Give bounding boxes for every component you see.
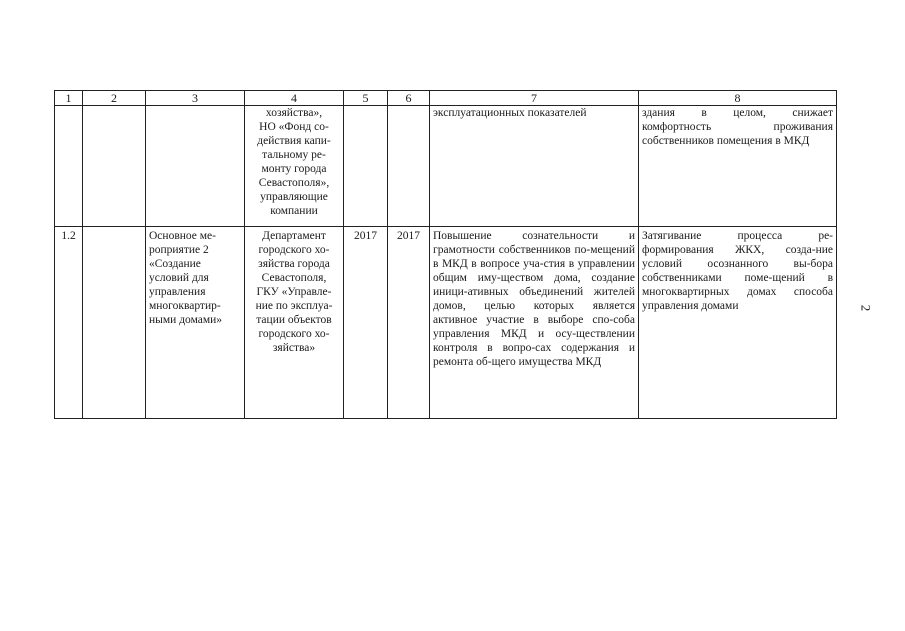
cell-responsible: хозяйства», НО «Фонд со- действия капи- тальному ре- монту города Севастополя», управляющие компании (245, 106, 344, 227)
header-row (55, 91, 837, 106)
cell-consequences: Затягивание процесса ре-формирования ЖКХ, созда-ние условий осознанного вы-бора собственниками поме-щений в многоквартирных домах способа управления домами (639, 227, 837, 419)
cell-start-year: 2017 (344, 227, 388, 419)
cell-consequences: здания в целом, снижает комфортность проживания собственников помещения в МКД (639, 106, 837, 227)
cell-activity: Основное ме- роприятие 2 «Создание условий для управления многоквартир- ными домами» (146, 227, 245, 419)
header-col-7: 7 (430, 91, 639, 106)
header-col-5: 5 (344, 91, 388, 106)
page-number: 2 (858, 304, 874, 312)
cell-number: 1.2 (55, 227, 83, 419)
cell-activity (146, 106, 245, 227)
cell-col-2 (83, 106, 146, 227)
header-col-2: 2 (83, 91, 146, 106)
cell-responsible: Департамент городского хо- зяйства города Севастополя, ГКУ «Управле- ние по эксплуа- тации объектов городского хо- зяйства» (245, 227, 344, 419)
cell-end-year (388, 106, 430, 227)
cell-expected-result: Повышение сознательности и грамотности собственников по-мещений в МКД в вопросе уча-стия в управлении общим иму-ществом дома, создание иници-ативных объединений жителей домов, целью которых является активное участие в выборе спо-соба управления МКД и осу-ществлении контроля в вопро-сах содержания и ремонта об-щего имущества МКД (430, 227, 639, 419)
cell-number (55, 106, 83, 227)
header-col-8: 8 (639, 91, 837, 106)
header-col-4: 4 (245, 91, 344, 106)
header-col-3: 3 (146, 91, 245, 106)
header-col-1: 1 (55, 91, 83, 106)
cell-expected-result: эксплуатационных показателей (430, 106, 639, 227)
header-col-6: 6 (388, 91, 430, 106)
document-table (54, 90, 837, 419)
table-row (55, 227, 837, 419)
cell-end-year: 2017 (388, 227, 430, 419)
cell-start-year (344, 106, 388, 227)
table-row (55, 106, 837, 227)
cell-col-2 (83, 227, 146, 419)
